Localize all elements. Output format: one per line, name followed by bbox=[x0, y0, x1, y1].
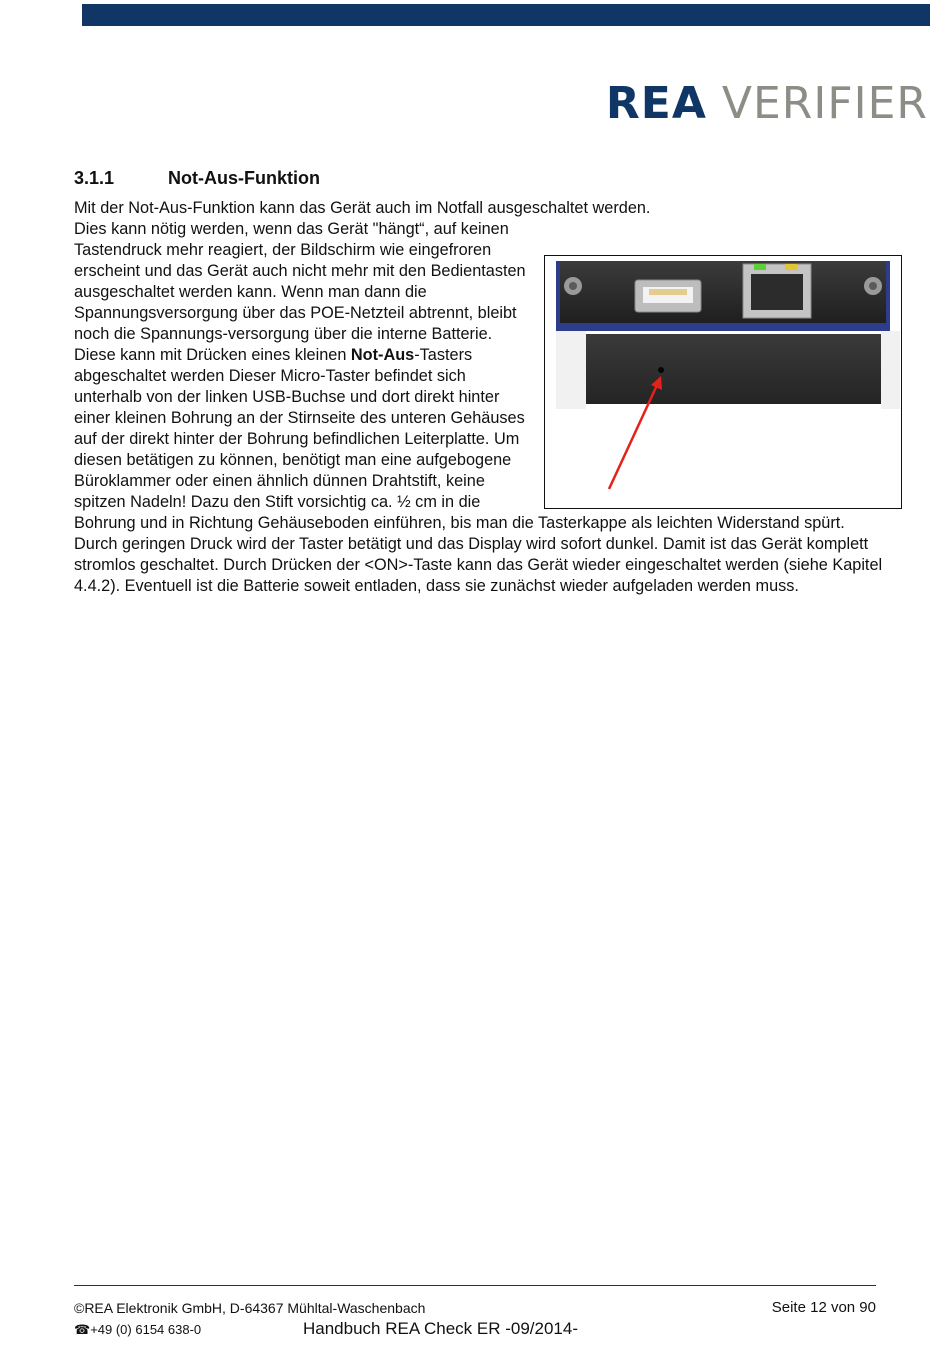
body-text bbox=[74, 198, 902, 597]
header-bar bbox=[82, 4, 930, 26]
footer-divider bbox=[74, 1285, 876, 1286]
section-number: 3.1.1 bbox=[74, 168, 115, 188]
main-paragraph-rest: -Tasters abgeschaltet werden Dieser Micro-Taster befindet sich unterhalb von der linken USB-Buchse und dort direkt hinter einer kleinen Bohrung an der Stirnseite des unteren Gehäuses auf der direkt hinter der Bohrung befindlichen Leiterplatte. Um diesen betätigen zu können, benötigt man eine aufgebogene Büroklammer oder einen ähnlich dünnen Drahtstift, keine spitzen Nadeln! Dazu den Stift vorsichtig ca. ½ cm in die Bohrung und in Richtung Gehäuseboden einführen, bis man die Tasterkappe als leichten Widerstand spürt. bbox=[74, 346, 845, 532]
logo-verifier: VERIFIER bbox=[721, 78, 928, 129]
final-paragraph: Durch geringen Druck wird der Taster betätigt und das Display wird sofort dunkel. Damit ist das Gerät komplett stromlos geschaltet. Durch Drücken der <ON>-Taste kann das Gerät wieder eingeschaltet werden (siehe Kapitel 4.4.2). Eventuell ist die Batterie soweit entladen, dass sie zunächst wieder aufgeladen werden muss. bbox=[74, 535, 883, 595]
intro-paragraph: Mit der Not-Aus-Funktion kann das Gerät auch im Notfall ausgeschaltet werden. bbox=[74, 199, 651, 217]
footer-document-title: Handbuch REA Check ER -09/2014- bbox=[303, 1319, 578, 1338]
not-aus-bold: Not-Aus bbox=[350, 346, 415, 364]
device-photo bbox=[544, 255, 902, 509]
main-paragraph-text: Dies kann nötig werden, wenn das Gerät "hängt“, auf keinen Tastendruck mehr reagiert, der Bildschirm wie eingefroren erscheint und das Gerät auch nicht mehr mit den Bedientasten ausgeschaltet werden kann. Wenn man dann die Spannungsversorgung über das POE-Netzteil abtrennt, bleibt noch die Spannungs-versorgung über die interne Batterie. Diese kann mit Drücken eines kleinen bbox=[74, 220, 526, 364]
not-aus-hole bbox=[658, 367, 664, 373]
device-illustration bbox=[545, 256, 900, 507]
usb-port-icon bbox=[635, 280, 701, 312]
photo-background-left bbox=[556, 331, 586, 409]
footer-page-number: Seite 12 von 90 bbox=[771, 1299, 876, 1316]
section-heading bbox=[74, 168, 320, 189]
section-title: Not-Aus-Funktion bbox=[168, 168, 320, 188]
footer-copyright: ©REA Elektronik GmbH, D-64367 Mühltal-Waschenbach bbox=[74, 1300, 426, 1316]
screw-icon bbox=[864, 277, 882, 295]
photo-background-bottom bbox=[545, 409, 900, 507]
footer-phone: ☎+49 (0) 6154 638-0 bbox=[74, 1322, 202, 1337]
photo-background-right bbox=[881, 331, 900, 409]
screw-icon bbox=[564, 277, 582, 295]
device-lower-housing bbox=[583, 334, 883, 404]
ethernet-port-icon bbox=[743, 264, 811, 318]
device-upper-housing bbox=[560, 261, 886, 323]
logo-rea: REA bbox=[605, 78, 707, 129]
logo bbox=[606, 78, 928, 129]
